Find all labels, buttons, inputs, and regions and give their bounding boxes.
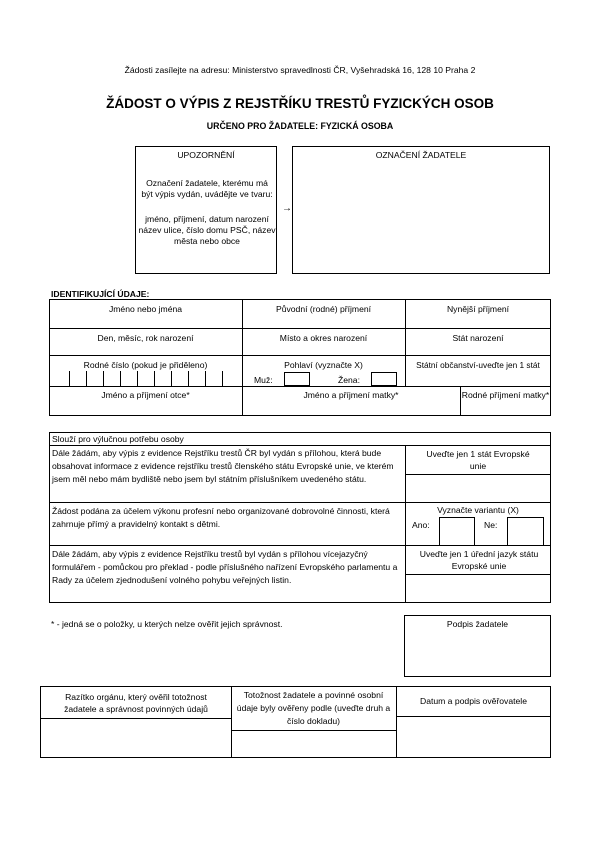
- footnote: * - jedná se o položky, u kterých nelze ověřit jejich správnost.: [51, 619, 283, 629]
- arrow-right-icon: →: [282, 203, 292, 214]
- mailing-address: Žádosti zasílejte na adresu: Ministerstvo spravedlnosti ČR, Vyšehradská 16, 128 10 Praha 2: [124, 65, 476, 75]
- warning-box: [135, 146, 277, 274]
- verifier-date-label: Datum a podpis ověřovatele: [419, 696, 527, 706]
- stamp-area[interactable]: [40, 718, 231, 758]
- language-input[interactable]: [405, 574, 551, 603]
- field-birth-country[interactable]: Stát narození: [452, 333, 504, 343]
- field-given-names[interactable]: Jméno nebo jména: [108, 304, 183, 314]
- field-birth-surname[interactable]: Původní (rodné) příjmení: [275, 304, 372, 314]
- warning-text-fields: jméno, příjmení, datum narození název ulice, číslo domu PSČ, název města nebo obce: [138, 214, 276, 246]
- field-citizenship[interactable]: Státní občanství-uveďte jen 1 stát: [416, 360, 540, 370]
- signature-label: Podpis žadatele: [446, 619, 509, 629]
- male-checkbox[interactable]: [284, 372, 310, 386]
- male-label: Muž:: [254, 375, 273, 385]
- identity-verified-label: Totožnost žadatele a povinné osobní údaje byly ověřeny podle (uveďte druh a číslo dokladu): [236, 690, 391, 726]
- field-mother-name[interactable]: Jméno a příjmení matky*: [303, 390, 399, 400]
- yes-checkbox[interactable]: [439, 517, 475, 546]
- eu-state-label: Uveďte jen 1 stát Evropské unie: [426, 449, 530, 471]
- applicant-box[interactable]: [292, 146, 550, 274]
- applicant-box-title: OZNAČENÍ ŽADATELE: [375, 150, 467, 160]
- language-label: Uveďte jen 1 úřední jazyk státu Evropské unie: [419, 549, 539, 571]
- field-current-surname[interactable]: Nynější příjmení: [446, 304, 510, 314]
- warning-text-format: Označení žadatele, kterému má být výpis vydán, uvádějte ve tvaru:: [141, 178, 273, 199]
- children-contact-text: Žádost podána za účelem výkonu profesní nebo organizované dobrovolné činnosti, která zahrnuje přímý a pravidelný kontakt s dětmi.: [52, 506, 390, 529]
- field-mother-birth-surname[interactable]: Rodné příjmení matky*: [461, 390, 550, 400]
- female-checkbox[interactable]: [371, 372, 397, 386]
- no-checkbox[interactable]: [507, 517, 544, 546]
- multilingual-request-text: Dále žádám, aby výpis z evidence Rejstříku trestů byl vydán s přílohou vícejazyčný formulářem - pomůckou pro překlad - podle příslušného nařízení Evropského parlamentu a Rady za účelem zjednodušení volného pohybu veřejných listin.: [52, 549, 398, 585]
- form-subtitle: URČENO PRO ŽADATELE: FYZICKÁ OSOBA: [206, 121, 394, 131]
- field-birth-number: Rodné číslo (pokud je přiděleno): [83, 360, 208, 370]
- eu-state-input[interactable]: [405, 474, 551, 502]
- field-birth-place[interactable]: Místo a okres narození: [279, 333, 368, 343]
- form-title: ŽÁDOST O VÝPIS Z REJSTŘÍKU TRESTŮ FYZICKÝCH OSOB: [106, 96, 494, 111]
- ident-heading: IDENTIFIKUJÍCÍ ÚDAJE:: [51, 289, 150, 299]
- purpose-heading: Slouží pro výlučnou potřebu osoby: [52, 434, 184, 444]
- field-birth-date[interactable]: Den, měsíc, rok narození: [97, 333, 194, 343]
- signature-box[interactable]: [404, 615, 551, 677]
- variant-label: Vyznačte variantu (X): [437, 505, 519, 515]
- field-father-name[interactable]: Jméno a příjmení otce*: [101, 390, 190, 400]
- warning-title: UPOZORNĚNÍ: [177, 150, 235, 160]
- field-sex: Pohlaví (vyznačte X): [284, 360, 363, 370]
- identity-document-input[interactable]: [231, 730, 396, 758]
- verifier-date-signature-input[interactable]: [396, 716, 551, 758]
- eu-request-text: Dále žádám, aby výpis z evidence Rejstříku trestů ČR byl vydán s přílohou, která bude obsahovat informace z evidence rejstříku trestů členského státu Evropské unie, ve kterém jsem měl nebo mám bydliště nebo jsem byl státním příslušníkem uvedeného státu.: [52, 448, 394, 484]
- yes-label: Ano:: [412, 520, 430, 530]
- no-label: Ne:: [484, 520, 498, 530]
- stamp-label: Razítko orgánu, který ověřil totožnost žadatele a správnost povinných údajů: [64, 692, 208, 714]
- female-label: Žena:: [338, 375, 360, 385]
